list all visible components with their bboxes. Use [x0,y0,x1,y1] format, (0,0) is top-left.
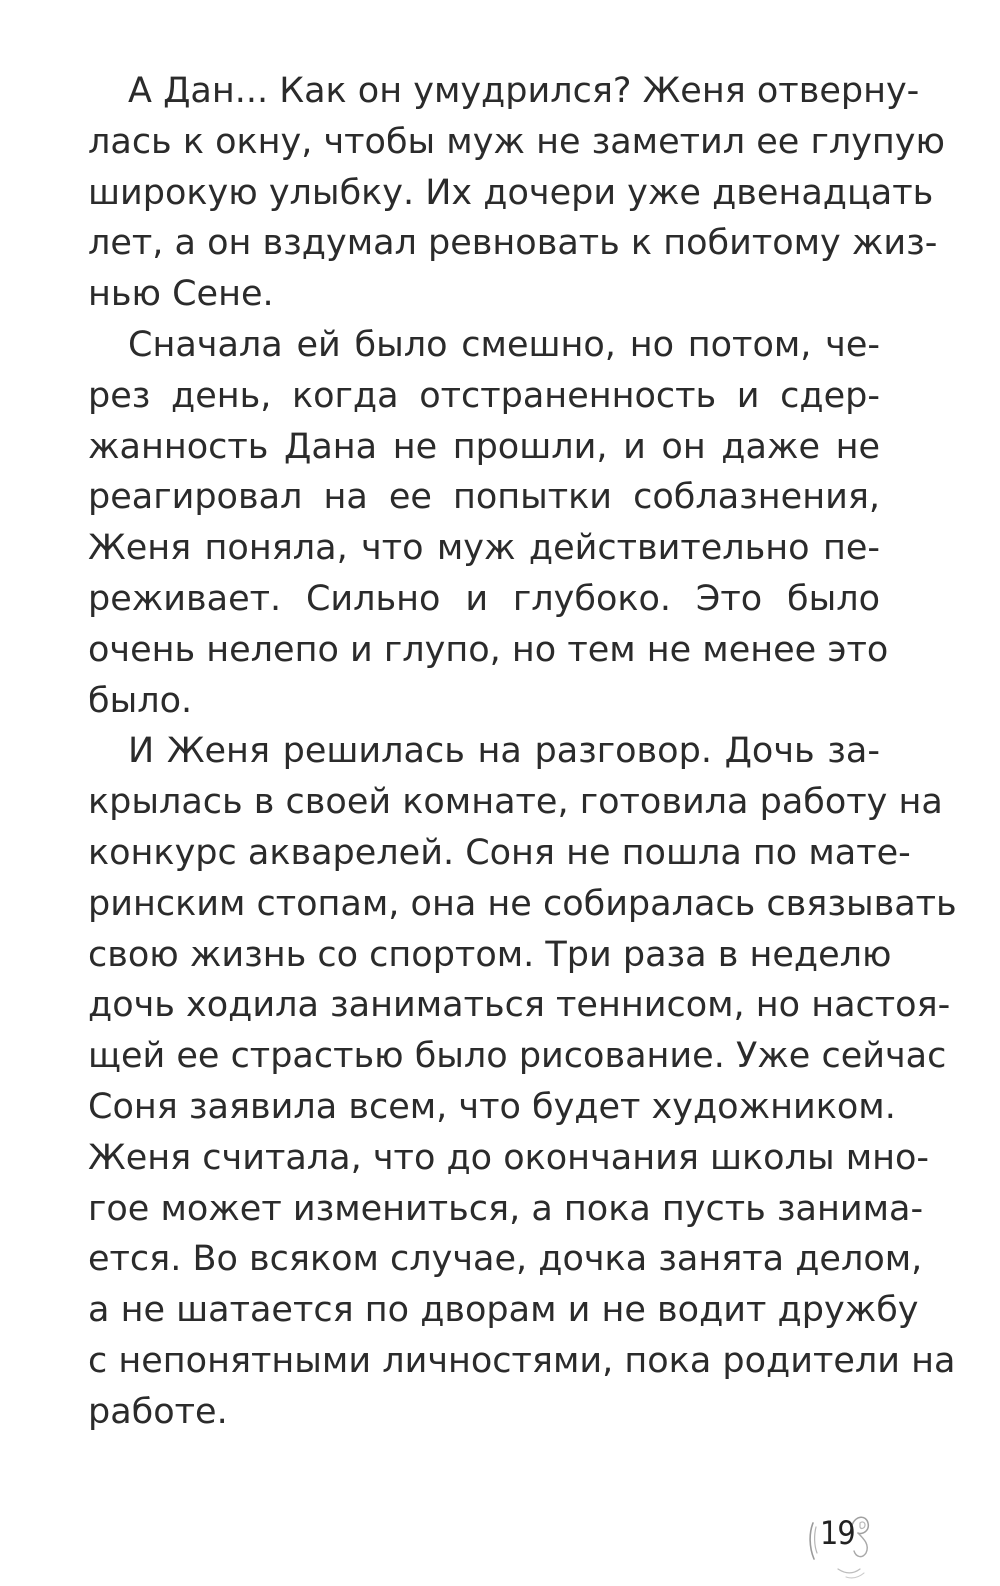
page-folio [808,1505,878,1585]
text-line: широкую улыбку. Их дочери уже двенадцать [88,172,934,213]
text-line: гое может измениться, а пока пусть занима- [88,1188,924,1229]
text-line: щей ее страстью было рисование. Уже сейчас [88,1036,947,1077]
text-line: конкурс акварелей. Соня не пошла по мате- [88,832,911,873]
text-line: а не шатается по дворам и не водит дружбу [88,1290,919,1331]
text-line: ется. Во всяком случае, дочка занята делом, [88,1239,923,1280]
text-line: реагировал на ее попытки соблазнения, [88,477,880,518]
paragraph-1 [88,66,945,320]
text-line: с непонятными личностями, пока родители на [88,1340,956,1381]
text-line: Женя считала, что до окончания школы мно- [88,1137,930,1178]
text-line: Соня заявила всем, что будет художником. [88,1086,896,1127]
text-line: И Женя решилась на разговор. Дочь за- [128,731,880,772]
page-body [88,66,957,1438]
text-line: жанность Дана не прошли, и он даже не [88,426,880,467]
text-line: реживает. Сильно и глубоко. Это было [88,578,880,619]
text-line: свою жизнь со спортом. Три раза в неделю [88,934,892,975]
text-line: нью Сене. [88,274,274,315]
paragraph-3 [88,726,957,1437]
text-line: было. [88,680,193,721]
text-line: ринским стопам, она не собиралась связывать [88,883,957,924]
text-line: Сначала ей было смешно, но потом, че- [128,324,880,365]
paragraph-2 [88,320,889,726]
text-line: Женя поняла, что муж действительно пе- [88,528,880,569]
text-line: А Дан... Как он умудрился? Женя отверну- [128,71,920,111]
page-number: 19 [820,1514,855,1552]
text-line: дочь ходила заниматься теннисом, но настоя- [88,985,951,1026]
text-line: рез день, когда отстраненность и сдер- [88,375,880,416]
text-line: лет, а он вздумал ревновать к побитому жиз- [88,223,938,264]
text-line: лась к окну, чтобы муж не заметил ее глупую [88,121,945,162]
text-line: работе. [88,1391,228,1432]
text-line: очень нелепо и глупо, но тем не менее это [88,629,889,670]
text-line: крылась в своей комнате, готовила работу на [88,782,943,823]
